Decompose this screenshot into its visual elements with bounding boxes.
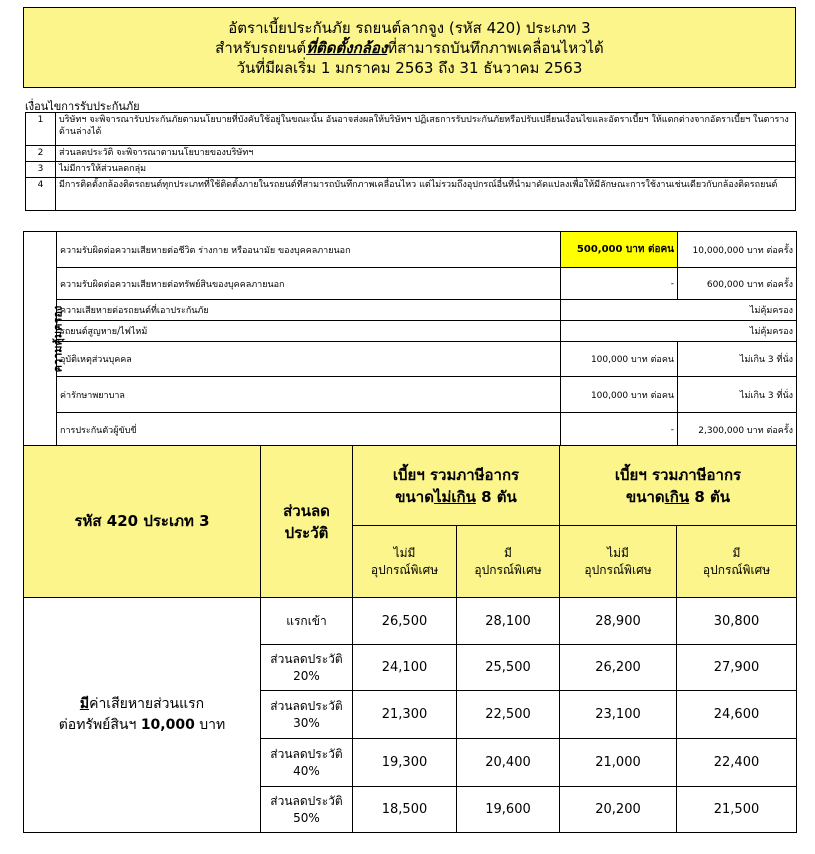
coverage-limit: ไม่คุ้มครอง (561, 321, 797, 342)
coverage-label: ความเสียหายต่อรถยนต์ที่เอาประกันภัย (57, 300, 561, 321)
subheader-with-equipment: มี อุปกรณ์พิเศษ (677, 526, 797, 598)
coverage-limit: 600,000 บาท ต่อครั้ง (678, 268, 797, 300)
coverage-row (24, 321, 797, 342)
condition-number: 3 (26, 162, 56, 178)
condition-number: 1 (26, 113, 56, 146)
condition-number: 2 (26, 146, 56, 162)
coverage-side-label: ความคุ้มครอง (24, 232, 57, 447)
premium-value: 27,900 (677, 645, 797, 691)
coverage-limit: 2,300,000 บาท ต่อครั้ง (678, 413, 797, 447)
discount-label: ส่วนลดประวัติ 50% (261, 787, 353, 833)
condition-text: มีการติดตั้งกล้องติดรถยนต์ทุกประเภทที่ใช้ติดตั้งภายในรถยนต์ที่สามารถบันทึกภาพเคลื่อนไหว แต่ไม่รวมถึงอุปกรณ์อื่นที่นำมาดัดแปลงเพื่อให้มีลักษณะการใช้งานเช่นเดียวกับกล้องติดรถยนต์ (56, 178, 796, 211)
premium-value: 30,800 (677, 598, 797, 645)
premium-value: 21,000 (560, 739, 677, 787)
condition-text: บริษัทฯ จะพิจารณารับประกันภัยตามนโยบายที่บังคับใช้อยู่ในขณะนั้น อันอาจส่งผลให้บริษัทฯ ปฏิเสธการรับประกันภัยหรือปรับเปลี่ยนเงื่อนไขและอัตราเบี้ยฯ ให้แตกต่างจากอัตราเบี้ยฯ ในตารางด้านล่างได้ (56, 113, 796, 146)
premium-value: 21,300 (353, 691, 457, 739)
deductible-label: มีค่าเสียหายส่วนแรก ต่อทรัพย์สินฯ 10,000 บาท (24, 598, 261, 833)
condition-row (26, 146, 796, 162)
coverage-row (24, 300, 797, 321)
discount-label: แรกเข้า (261, 598, 353, 645)
conditions-table (25, 112, 796, 211)
coverage-row (24, 342, 797, 377)
condition-row (26, 178, 796, 211)
coverage-label: การประกันตัวผู้ขับขี่ (57, 413, 561, 447)
coverage-per-person: 100,000 บาท ต่อคน (561, 342, 678, 377)
premium-value: 26,200 (560, 645, 677, 691)
header-line-2-post: ที่สามารถบันทึกภาพเคลื่อนไหวได้ (387, 38, 604, 57)
coverage-per-person: 100,000 บาท ต่อคน (561, 377, 678, 413)
header-line-2 (215, 38, 604, 58)
subheader-no-equipment: ไม่มี อุปกรณ์พิเศษ (353, 526, 457, 598)
premium-header-row (24, 446, 797, 526)
premium-value: 22,500 (457, 691, 560, 739)
coverage-row (24, 377, 797, 413)
coverage-limit: ไม่เกิน 3 ที่นั่ง (678, 342, 797, 377)
coverage-limit: 10,000,000 บาท ต่อครั้ง (678, 232, 797, 268)
premium-table (23, 445, 797, 833)
premium-value: 25,500 (457, 645, 560, 691)
header-line-2-pre: สำหรับรถยนต์ (215, 38, 307, 57)
header-line-3: วันที่มีผลเริ่ม 1 มกราคม 2563 ถึง 31 ธันวาคม 2563 (236, 58, 583, 77)
premium-row (24, 598, 797, 645)
premium-value: 21,500 (677, 787, 797, 833)
condition-row (26, 162, 796, 178)
coverage-row (24, 268, 797, 300)
premium-value: 28,100 (457, 598, 560, 645)
premium-value: 18,500 (353, 787, 457, 833)
coverage-per-person: - (561, 413, 678, 447)
coverage-per-person: - (561, 268, 678, 300)
header-line-2-highlight: ที่ติดตั้งกล้อง (306, 38, 388, 57)
rate-header (23, 7, 796, 88)
discount-header: ส่วนลด ประวัติ (261, 446, 353, 598)
coverage-row (24, 413, 797, 447)
coverage-label: ความรับผิดต่อความเสียหายต่อทรัพย์สินของบุคคลภายนอก (57, 268, 561, 300)
header-line-1: อัตราเบี้ยประกันภัย รถยนต์ลากจูง (รหัส 420) ประเภท 3 (228, 18, 591, 37)
coverage-label: ความรับผิดต่อความเสียหายต่อชีวิต ร่างกาย หรืออนามัย ของบุคคลภายนอก (57, 232, 561, 268)
premium-value: 19,600 (457, 787, 560, 833)
condition-text: ส่วนลดประวัติ จะพิจารณาตามนโยบายของบริษัทฯ (56, 146, 796, 162)
coverage-row (24, 232, 797, 268)
condition-text: ไม่มีการให้ส่วนลดกลุ่ม (56, 162, 796, 178)
discount-label: ส่วนลดประวัติ 30% (261, 691, 353, 739)
premium-value: 28,900 (560, 598, 677, 645)
subheader-with-equipment: มี อุปกรณ์พิเศษ (457, 526, 560, 598)
coverage-highlight-value: 500,000 บาท ต่อคน (561, 232, 678, 268)
group-header-under-8t: เบี้ยฯ รวมภาษีอากร ขนาดไม่เกิน 8 ตัน (353, 446, 560, 526)
condition-number: 4 (26, 178, 56, 211)
group-header-over-8t: เบี้ยฯ รวมภาษีอากร ขนาดเกิน 8 ตัน (560, 446, 797, 526)
premium-value: 22,400 (677, 739, 797, 787)
coverage-label: อุบัติเหตุส่วนบุคคล (57, 342, 561, 377)
plan-code-label: รหัส 420 ประเภท 3 (24, 446, 261, 598)
coverage-label: ค่ารักษาพยาบาล (57, 377, 561, 413)
premium-value: 23,100 (560, 691, 677, 739)
coverage-label: รถยนต์สูญหาย/ไฟไหม้ (57, 321, 561, 342)
conditions-title: เงื่อนไขการรับประกันภัย (25, 100, 140, 113)
condition-row (26, 113, 796, 146)
discount-label: ส่วนลดประวัติ 20% (261, 645, 353, 691)
coverage-table (23, 231, 797, 447)
premium-value: 24,600 (677, 691, 797, 739)
premium-value: 20,200 (560, 787, 677, 833)
discount-label: ส่วนลดประวัติ 40% (261, 739, 353, 787)
coverage-limit: ไม่คุ้มครอง (561, 300, 797, 321)
premium-value: 26,500 (353, 598, 457, 645)
premium-value: 20,400 (457, 739, 560, 787)
premium-value: 19,300 (353, 739, 457, 787)
coverage-limit: ไม่เกิน 3 ที่นั่ง (678, 377, 797, 413)
premium-value: 24,100 (353, 645, 457, 691)
subheader-no-equipment: ไม่มี อุปกรณ์พิเศษ (560, 526, 677, 598)
